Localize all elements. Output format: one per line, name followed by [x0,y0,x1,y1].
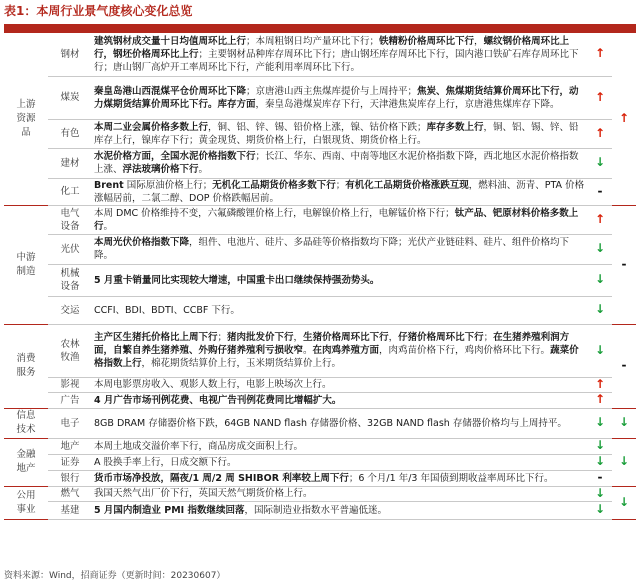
description-text: 本周 DMC 价格维持不变，六氟磷酸锂价格上行，电解镍价格上行，电解锰价格下行； [94,207,455,219]
table-row [4,205,636,234]
industry-label [48,119,92,148]
arrow-down-icon: ↓ [618,454,630,468]
industry-name: 广告 [60,394,80,406]
dash-icon: - [597,470,603,484]
industry-description [92,76,588,119]
highlight-text: 蔬菜价格指数上行 [94,345,579,369]
industry-name: 煤炭 [60,92,80,103]
industry-name: 化工 [60,186,80,197]
group-signal [612,486,636,519]
group-name: 消费服务 [16,353,36,378]
table-row [4,178,636,205]
group-name: 上游资源品 [16,98,36,138]
industry-signal [588,33,612,76]
highlight-text: 仔猪价格周环比下行 [398,332,484,343]
description-text: 。 [198,164,209,175]
industry-name: 银行 [60,472,80,484]
industry-signal [588,408,612,438]
highlight-text: 4 月广告市场刊例花费、电视广告刊例花费同比增幅扩大。 [94,394,342,406]
description-text: ， [293,332,304,343]
table-row [4,148,636,178]
arrow-down-icon: ↓ [594,486,606,500]
highlight-text: 无机化工品期货价格多数下行 [212,179,336,191]
industry-signal [588,324,612,377]
arrow-down-icon: ↓ [594,454,606,468]
industry-description [92,148,588,178]
industry-description [92,119,588,148]
group-name: 信息技术 [16,410,36,435]
group-signal [612,205,636,324]
highlight-text: 本周光伏价格指数下降 [94,237,190,248]
industry-label [48,392,92,408]
highlight-text: 库存多数上行 [426,121,484,133]
industry-label [48,501,92,519]
industry-label [48,470,92,486]
highlight-text: 主产区生猪托价格比上周下行 [94,332,218,343]
table-row [4,377,636,392]
arrow-down-icon: ↓ [594,241,606,255]
dash-icon: - [597,183,603,198]
table-row [4,33,636,76]
description-text: 我国天然气出厂价下行，英国天然气期货价格上行。 [94,488,313,499]
group-label [4,33,48,205]
description-text: ， [474,35,484,47]
industry-label [48,76,92,119]
table-row [4,324,636,377]
industry-description [92,178,588,205]
group-label [4,408,48,438]
table-row [4,438,636,454]
industry-signal [588,119,612,148]
industry-signal [588,76,612,119]
highlight-text: 铁精粉价格周环比下行 [379,35,475,47]
industry-description [92,234,588,264]
highlight-text: 焦炭、焦煤期货结算价周环比下行，动力煤期货结算价周环比下行。库存方面 [94,85,579,110]
description-text: ， [388,332,399,343]
description-text: ；长江、华东、西南、中南等地区水泥价格指数下降，西北地区水泥价格指数上涨、 [94,151,579,175]
industry-name: 农林牧渔 [60,338,80,363]
table-header-bar [4,24,636,33]
industry-label [48,408,92,438]
description-text: 本周电影票房收入、观影人数上行，电影上映场次上行。 [94,379,332,390]
table-row [4,454,636,470]
industry-label [48,324,92,377]
table-row [4,501,636,519]
industry-signal [588,205,612,234]
industry-description [92,264,588,296]
industry-description [92,454,588,470]
description-text: ，铜、铝、锌、锡、铅价格上涨，镍、钴价格下跌； [208,121,427,133]
description-text: ； [483,332,494,343]
table-title: 表1：本周行业景气度核心变化总览 [4,4,193,18]
industry-description [92,392,588,408]
highlight-text: 建筑钢材成交量十日均值周环比上行 [94,35,247,47]
highlight-text: 秦皇岛港山西混煤平仓价周环比下降 [94,85,247,97]
arrow-up-icon: ↑ [594,125,606,140]
group-name: 中游制造 [16,251,36,277]
industry-label [48,438,92,454]
description-text: ，国际制造业指数水平普遍低迷。 [244,504,387,516]
arrow-up-icon: ↑ [618,110,630,125]
industry-label [48,296,92,324]
arrow-up-icon: ↑ [594,46,606,61]
industry-signal [588,438,612,454]
description-text: 8GB DRAM 存储器价格下跌，64GB NAND flash 存储器价格、32GB NAND flash 存储器价格均与上周持平。 [94,417,567,429]
source-note: 资料来源：Wind，招商证券（更新时间：20230607） [4,571,226,581]
industry-label [48,377,92,392]
industry-name: 影视 [60,379,80,390]
arrow-up-icon: ↑ [594,392,606,406]
description-text: 。 [103,220,114,232]
group-label [4,438,48,486]
industry-label [48,33,92,76]
group-signal [612,33,636,205]
industry-signal [588,454,612,470]
industry-name: 钢材 [60,48,80,60]
group-signal [612,324,636,408]
description-text: ，肉鸡苗价格下行，鸡肉价格环比下行。 [379,345,551,356]
group-label [4,486,48,519]
industry-signal [588,264,612,296]
description-text: ，棉花期货结算价上行，玉米期货结算价上行。 [141,358,342,369]
industry-label [48,454,92,470]
table-row [4,470,636,486]
description-text: ；主要钢材品种库存周环比下行；唐山钢坯库存周环比下行，国内港口铁矿石库存周环比下行；唐山钢厂高炉开工率周环比下行，产能利用率周环比下行。 [94,48,579,73]
group-label [4,324,48,408]
industry-name: 电气设备 [60,207,80,232]
industry-signal [588,470,612,486]
industry-description [92,377,588,392]
highlight-text: 猪肉批发价下行 [227,332,294,343]
description-text: 本周土地成交溢价率下行，商品房成交面积上行。 [94,440,304,452]
description-text: 国际原油价格上行； [123,179,213,191]
industry-signal [588,234,612,264]
highlight-text: 本周二业会属价格多数上行 [94,121,209,133]
description-text: ，组件、电池片、硅片、多晶硅等价格指数均下降；光伏产业链硅料、硅片、组件价格均下降。 [94,237,570,261]
group-signal [612,408,636,438]
highlight-text: 5 月国内制造业 PMI 指数继续回落 [94,504,245,516]
industry-name: 电子 [60,417,80,429]
description-text: CCFI、BDI、BDTI、CCBF 下行。 [94,304,240,316]
industry-summary-table [4,33,636,520]
table-row [4,296,636,324]
industry-name: 燃气 [60,488,80,499]
dash-icon: - [621,256,627,271]
highlight-text: 在生猪养殖利润方面，自繁自养生猪养殖、外购仔猪养殖利亏损收窄 [94,332,570,356]
table-row [4,408,636,438]
industry-description [92,470,588,486]
description-text: ； [335,179,346,191]
description-text: ； [217,332,228,343]
group-signal [612,438,636,486]
industry-label [48,234,92,264]
highlight-text: 水泥价格方面，全国水泥价格指数下行 [94,151,256,162]
industry-name: 基建 [60,504,80,516]
industry-name: 建材 [60,157,80,169]
arrow-down-icon: ↓ [594,438,606,452]
highlight-text: 钛产品、钯原材料价格多数上行 [94,207,579,232]
arrow-down-icon: ↓ [594,155,606,169]
industry-signal [588,501,612,519]
industry-description [92,408,588,438]
table-row [4,76,636,119]
highlight-text: 有机化工品期货价格涨跌互现 [345,179,469,191]
arrow-down-icon: ↓ [594,272,606,286]
industry-signal [588,377,612,392]
industry-label [48,148,92,178]
industry-label [48,486,92,501]
table-row [4,486,636,501]
table-row [4,264,636,296]
highlight-text: 5 月重卡销量同比实现较大增速，中国重卡出口继续保持强劲势头。 [94,274,380,286]
industry-description [92,486,588,501]
description-text: ；京唐港山西主焦煤库提价与上周持平； [246,85,418,97]
description-text: ，铜、铝、锡、锌、铅库存上行，镍库存下行；黄金现货、期货价格上行，白银现货、期货价格上行。 [94,121,579,146]
industry-name: 地产 [60,440,80,452]
industry-name: 交运 [60,304,80,316]
description-text: A 股换手率上行，日成交额下行。 [94,456,237,468]
description-text: 。 [303,345,313,356]
highlight-text: 浮法玻璃价格下行 [122,164,199,175]
industry-description [92,205,588,234]
industry-name: 光伏 [60,243,80,255]
industry-description [92,438,588,454]
industry-label [48,264,92,296]
highlight-text: 生猪价格周环比下行 [303,332,389,343]
description-text: ；6 个月/1 年/3 年国债到期收益率周环比下行。 [348,472,554,484]
highlight-text: 螺纹钢价格周环比上行，钢坯价格周环比上行 [94,35,570,60]
industry-name: 有色 [60,128,80,139]
industry-signal [588,148,612,178]
arrow-down-icon: ↓ [594,415,606,429]
industry-signal [588,486,612,501]
arrow-up-icon: ↑ [594,377,606,391]
table-row [4,119,636,148]
arrow-down-icon: ↓ [594,502,606,516]
industry-name: 证券 [60,456,80,468]
industry-signal [588,178,612,205]
industry-description [92,501,588,519]
industry-label [48,178,92,205]
arrow-down-icon: ↓ [618,494,630,509]
industry-signal [588,296,612,324]
industry-signal [588,392,612,408]
description-text: ，秦皇岛港煤炭库存下行，天津港焦炭库存上行，京唐港焦煤库存下降。 [255,98,560,110]
description-text: ；本周粗钢日均产量环比下行； [246,35,380,47]
arrow-down-icon: ↓ [594,302,606,316]
industry-description [92,324,588,377]
arrow-down-icon: ↓ [594,342,606,357]
table-row [4,392,636,408]
table-row [4,234,636,264]
group-name: 公用事业 [16,489,36,515]
highlight-text: 在肉鸡养殖方面 [312,345,380,356]
group-name: 金融地产 [16,449,36,474]
description-text: ，燃料油、沥青、PTA 价格涨幅居前，二氯二醇、DOP 价格跌幅居前。 [94,179,585,204]
highlight-text: 货币市场净投放，隔夜/1 周/2 周 SHIBOR 利率较上周下行 [94,472,349,484]
industry-description [92,33,588,76]
industry-label [48,205,92,234]
industry-description [92,296,588,324]
arrow-up-icon: ↑ [594,89,606,104]
arrow-down-icon: ↓ [618,415,630,429]
group-label [4,205,48,324]
industry-name: 机械设备 [60,268,80,292]
arrow-up-icon: ↑ [594,211,606,226]
highlight-text: Brent [94,179,124,191]
dash-icon: - [621,358,627,372]
